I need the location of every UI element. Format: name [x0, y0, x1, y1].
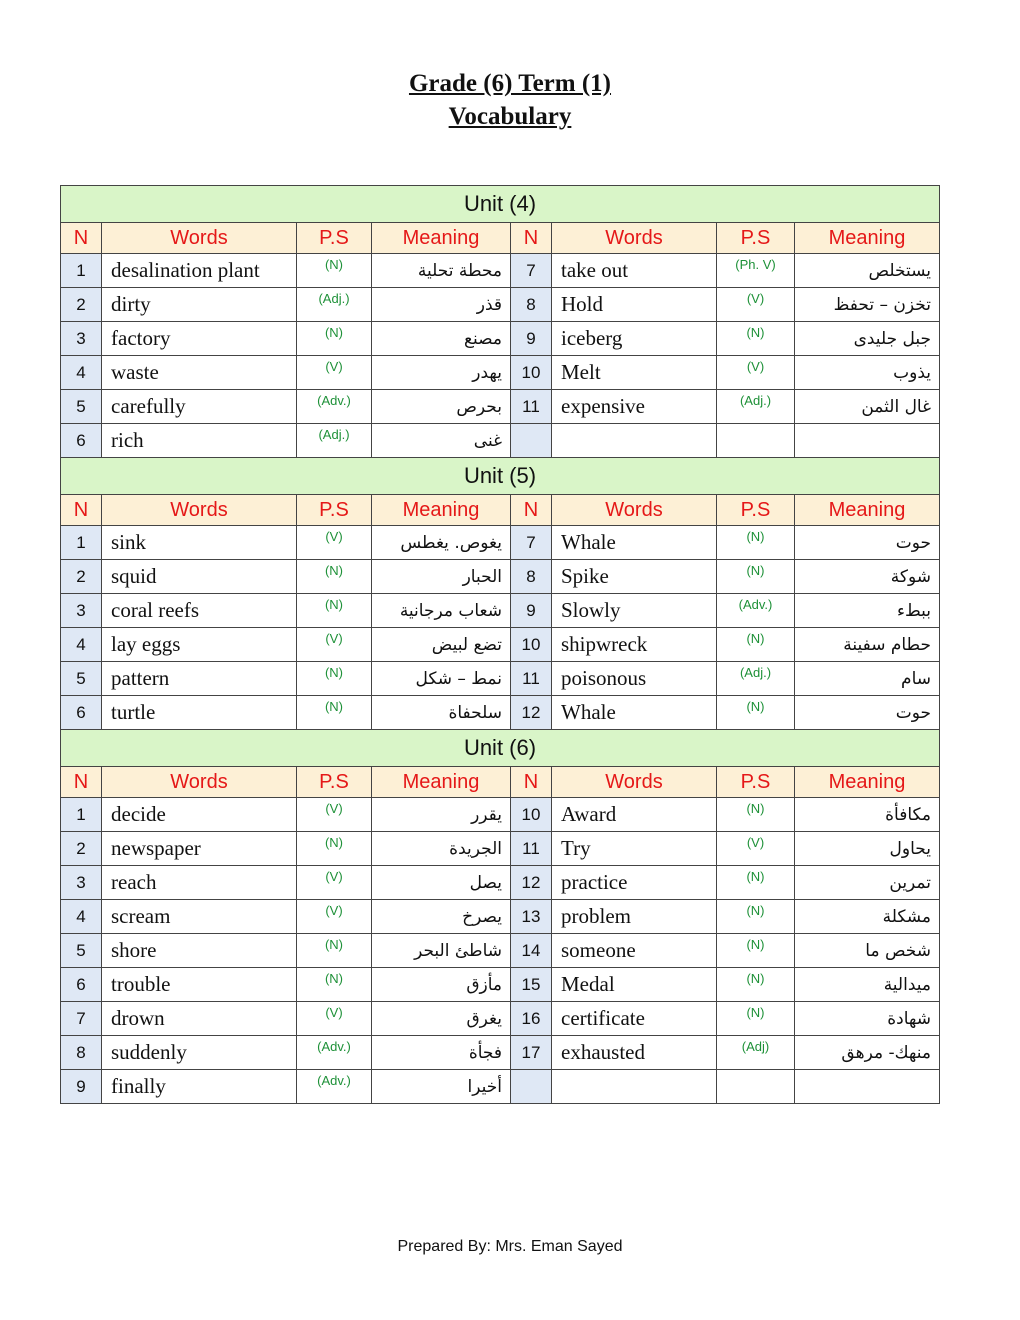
arabic-meaning — [795, 1070, 940, 1104]
column-header-ps: P.S — [297, 495, 372, 526]
arabic-meaning: الحبار — [372, 560, 511, 594]
item-number: 14 — [511, 934, 552, 968]
arabic-meaning: منهك- مرهق — [795, 1036, 940, 1070]
part-of-speech: (V) — [717, 832, 795, 866]
item-number: 11 — [511, 662, 552, 696]
page-subtitle: Vocabulary — [448, 103, 572, 130]
item-number: 1 — [61, 798, 102, 832]
column-header-words: Words — [102, 495, 297, 526]
arabic-meaning: يغوص. يغطس — [372, 526, 511, 560]
part-of-speech: (Adj.) — [717, 662, 795, 696]
english-word: trouble — [102, 968, 297, 1002]
vocab-row — [61, 288, 940, 322]
part-of-speech: (N) — [717, 900, 795, 934]
english-word: Whale — [552, 526, 717, 560]
arabic-meaning: ببطء — [795, 594, 940, 628]
column-header-n: N — [511, 223, 552, 254]
arabic-meaning: سام — [795, 662, 940, 696]
english-word — [552, 424, 717, 458]
arabic-meaning: مشكلة — [795, 900, 940, 934]
item-number: 8 — [511, 288, 552, 322]
arabic-meaning: شعاب مرجانية — [372, 594, 511, 628]
item-number: 4 — [61, 628, 102, 662]
item-number — [511, 1070, 552, 1104]
item-number: 2 — [61, 560, 102, 594]
english-word: decide — [102, 798, 297, 832]
english-word: shore — [102, 934, 297, 968]
part-of-speech: (V) — [297, 866, 372, 900]
item-number: 15 — [511, 968, 552, 1002]
vocab-row — [61, 934, 940, 968]
english-word: Melt — [552, 356, 717, 390]
item-number: 12 — [511, 866, 552, 900]
arabic-meaning: تخزن – تحفظ — [795, 288, 940, 322]
arabic-meaning: يصرخ — [372, 900, 511, 934]
part-of-speech: (Adv.) — [297, 1036, 372, 1070]
column-header-row — [61, 495, 940, 526]
part-of-speech: (N) — [297, 968, 372, 1002]
column-header-ps: P.S — [297, 223, 372, 254]
item-number: 9 — [511, 594, 552, 628]
item-number: 2 — [61, 288, 102, 322]
item-number: 6 — [61, 696, 102, 730]
arabic-meaning: شاطئ البحر — [372, 934, 511, 968]
part-of-speech: (V) — [297, 526, 372, 560]
english-word: Spike — [552, 560, 717, 594]
english-word: carefully — [102, 390, 297, 424]
english-word: pattern — [102, 662, 297, 696]
item-number: 3 — [61, 322, 102, 356]
part-of-speech: (N) — [717, 934, 795, 968]
column-header-words: Words — [102, 223, 297, 254]
part-of-speech: (N) — [717, 696, 795, 730]
part-of-speech: (N) — [297, 594, 372, 628]
part-of-speech: (Adv.) — [717, 594, 795, 628]
column-header-meaning: Meaning — [372, 223, 511, 254]
vocab-row — [61, 968, 940, 1002]
item-number: 3 — [61, 594, 102, 628]
item-number — [511, 424, 552, 458]
english-word: finally — [102, 1070, 297, 1104]
item-number: 1 — [61, 254, 102, 288]
english-word: reach — [102, 866, 297, 900]
arabic-meaning: نمط – شكل — [372, 662, 511, 696]
part-of-speech — [717, 1070, 795, 1104]
english-word: shipwreck — [552, 628, 717, 662]
item-number: 5 — [61, 934, 102, 968]
arabic-meaning: غنى — [372, 424, 511, 458]
item-number: 9 — [61, 1070, 102, 1104]
arabic-meaning: يهدر — [372, 356, 511, 390]
arabic-meaning: تمرين — [795, 866, 940, 900]
vocab-row — [61, 832, 940, 866]
column-header-n: N — [61, 495, 102, 526]
part-of-speech: (Adv.) — [297, 1070, 372, 1104]
english-word: lay eggs — [102, 628, 297, 662]
column-header-words: Words — [552, 223, 717, 254]
vocab-row — [61, 662, 940, 696]
vocab-row — [61, 900, 940, 934]
column-header-meaning: Meaning — [795, 495, 940, 526]
english-word: turtle — [102, 696, 297, 730]
item-number: 1 — [61, 526, 102, 560]
english-word: Slowly — [552, 594, 717, 628]
item-number: 3 — [61, 866, 102, 900]
vocab-row — [61, 1036, 940, 1070]
item-number: 7 — [61, 1002, 102, 1036]
english-word: someone — [552, 934, 717, 968]
column-header-meaning: Meaning — [795, 223, 940, 254]
arabic-meaning: غال الثمن — [795, 390, 940, 424]
part-of-speech: (N) — [297, 322, 372, 356]
english-word — [552, 1070, 717, 1104]
english-word: factory — [102, 322, 297, 356]
part-of-speech: (N) — [297, 696, 372, 730]
footer-credit: Prepared By: Mrs. Eman Sayed — [397, 1238, 623, 1255]
vocab-row — [61, 560, 940, 594]
arabic-meaning: يحاول — [795, 832, 940, 866]
part-of-speech: (N) — [717, 866, 795, 900]
column-header-meaning: Meaning — [372, 495, 511, 526]
part-of-speech: (V) — [297, 356, 372, 390]
arabic-meaning: يصل — [372, 866, 511, 900]
vocab-row — [61, 322, 940, 356]
unit-header-row — [61, 458, 940, 495]
english-word: sink — [102, 526, 297, 560]
part-of-speech: (Adj.) — [717, 390, 795, 424]
item-number: 10 — [511, 798, 552, 832]
english-word: practice — [552, 866, 717, 900]
item-number: 13 — [511, 900, 552, 934]
part-of-speech: (V) — [297, 1002, 372, 1036]
english-word: exhausted — [552, 1036, 717, 1070]
arabic-meaning: مكافأة — [795, 798, 940, 832]
item-number: 7 — [511, 526, 552, 560]
unit-title: Unit (4) — [61, 186, 940, 223]
arabic-meaning: سلحفاة — [372, 696, 511, 730]
part-of-speech: (N) — [717, 628, 795, 662]
english-word: Whale — [552, 696, 717, 730]
arabic-meaning: فجأة — [372, 1036, 511, 1070]
arabic-meaning: يقرر — [372, 798, 511, 832]
item-number: 4 — [61, 900, 102, 934]
vocab-row — [61, 798, 940, 832]
part-of-speech: (Adj) — [717, 1036, 795, 1070]
column-header-n: N — [61, 223, 102, 254]
part-of-speech: (N) — [717, 560, 795, 594]
column-header-n: N — [61, 767, 102, 798]
arabic-meaning: تضع لبيض — [372, 628, 511, 662]
item-number: 2 — [61, 832, 102, 866]
arabic-meaning: شوكة — [795, 560, 940, 594]
arabic-meaning: أخيرا — [372, 1070, 511, 1104]
arabic-meaning: حطام سفينة — [795, 628, 940, 662]
arabic-meaning: يذوب — [795, 356, 940, 390]
unit-header-row — [61, 186, 940, 223]
vocab-row — [61, 1070, 940, 1104]
arabic-meaning — [795, 424, 940, 458]
english-word: waste — [102, 356, 297, 390]
vocab-row — [61, 866, 940, 900]
english-word: Award — [552, 798, 717, 832]
item-number: 8 — [511, 560, 552, 594]
english-word: newspaper — [102, 832, 297, 866]
english-word: poisonous — [552, 662, 717, 696]
part-of-speech: (V) — [297, 798, 372, 832]
arabic-meaning: حوت — [795, 696, 940, 730]
unit-header-row — [61, 730, 940, 767]
arabic-meaning: مصنع — [372, 322, 511, 356]
english-word: suddenly — [102, 1036, 297, 1070]
column-header-row — [61, 767, 940, 798]
column-header-words: Words — [552, 495, 717, 526]
part-of-speech: (N) — [717, 968, 795, 1002]
item-number: 5 — [61, 390, 102, 424]
arabic-meaning: مأزق — [372, 968, 511, 1002]
part-of-speech: (Ph. V) — [717, 254, 795, 288]
english-word: coral reefs — [102, 594, 297, 628]
arabic-meaning: بحرص — [372, 390, 511, 424]
arabic-meaning: يغرق — [372, 1002, 511, 1036]
part-of-speech: (V) — [297, 628, 372, 662]
part-of-speech: (N) — [717, 798, 795, 832]
vocab-row — [61, 594, 940, 628]
vocab-row — [61, 526, 940, 560]
arabic-meaning: الجريدة — [372, 832, 511, 866]
english-word: certificate — [552, 1002, 717, 1036]
column-header-words: Words — [552, 767, 717, 798]
page-title: Grade (6) Term (1) — [408, 70, 612, 97]
part-of-speech: (N) — [297, 560, 372, 594]
english-word: take out — [552, 254, 717, 288]
english-word: desalination plant — [102, 254, 297, 288]
english-word: scream — [102, 900, 297, 934]
column-header-meaning: Meaning — [795, 767, 940, 798]
column-header-row — [61, 223, 940, 254]
english-word: Try — [552, 832, 717, 866]
column-header-meaning: Meaning — [372, 767, 511, 798]
item-number: 4 — [61, 356, 102, 390]
arabic-meaning: شخص ما — [795, 934, 940, 968]
english-word: problem — [552, 900, 717, 934]
arabic-meaning: محطة تحلية — [372, 254, 511, 288]
arabic-meaning: جبل جليدى — [795, 322, 940, 356]
unit-title: Unit (6) — [61, 730, 940, 767]
item-number: 8 — [61, 1036, 102, 1070]
item-number: 6 — [61, 424, 102, 458]
part-of-speech: (N) — [297, 662, 372, 696]
arabic-meaning: قذر — [372, 288, 511, 322]
vocabulary-table — [60, 185, 940, 1104]
item-number: 10 — [511, 628, 552, 662]
arabic-meaning: يستخلص — [795, 254, 940, 288]
item-number: 6 — [61, 968, 102, 1002]
vocab-row — [61, 696, 940, 730]
arabic-meaning: شهادة — [795, 1002, 940, 1036]
item-number: 9 — [511, 322, 552, 356]
part-of-speech: (V) — [297, 900, 372, 934]
vocab-row — [61, 390, 940, 424]
vocab-row — [61, 424, 940, 458]
vocab-row — [61, 356, 940, 390]
item-number: 11 — [511, 832, 552, 866]
item-number: 5 — [61, 662, 102, 696]
part-of-speech: (N) — [717, 526, 795, 560]
english-word: squid — [102, 560, 297, 594]
part-of-speech: (Adj.) — [297, 288, 372, 322]
part-of-speech: (N) — [297, 832, 372, 866]
column-header-ps: P.S — [717, 223, 795, 254]
english-word: Hold — [552, 288, 717, 322]
column-header-n: N — [511, 495, 552, 526]
item-number: 12 — [511, 696, 552, 730]
part-of-speech — [717, 424, 795, 458]
column-header-words: Words — [102, 767, 297, 798]
vocab-row — [61, 628, 940, 662]
english-word: dirty — [102, 288, 297, 322]
item-number: 10 — [511, 356, 552, 390]
part-of-speech: (Adj.) — [297, 424, 372, 458]
column-header-ps: P.S — [717, 495, 795, 526]
part-of-speech: (N) — [717, 322, 795, 356]
part-of-speech: (V) — [717, 288, 795, 322]
part-of-speech: (N) — [717, 1002, 795, 1036]
part-of-speech: (Adv.) — [297, 390, 372, 424]
english-word: iceberg — [552, 322, 717, 356]
unit-title: Unit (5) — [61, 458, 940, 495]
part-of-speech: (N) — [297, 934, 372, 968]
item-number: 16 — [511, 1002, 552, 1036]
item-number: 17 — [511, 1036, 552, 1070]
arabic-meaning: ميدالية — [795, 968, 940, 1002]
arabic-meaning: حوت — [795, 526, 940, 560]
vocab-row — [61, 1002, 940, 1036]
part-of-speech: (N) — [297, 254, 372, 288]
column-header-ps: P.S — [717, 767, 795, 798]
english-word: drown — [102, 1002, 297, 1036]
part-of-speech: (V) — [717, 356, 795, 390]
item-number: 11 — [511, 390, 552, 424]
english-word: expensive — [552, 390, 717, 424]
item-number: 7 — [511, 254, 552, 288]
column-header-ps: P.S — [297, 767, 372, 798]
vocab-row — [61, 254, 940, 288]
column-header-n: N — [511, 767, 552, 798]
english-word: Medal — [552, 968, 717, 1002]
english-word: rich — [102, 424, 297, 458]
